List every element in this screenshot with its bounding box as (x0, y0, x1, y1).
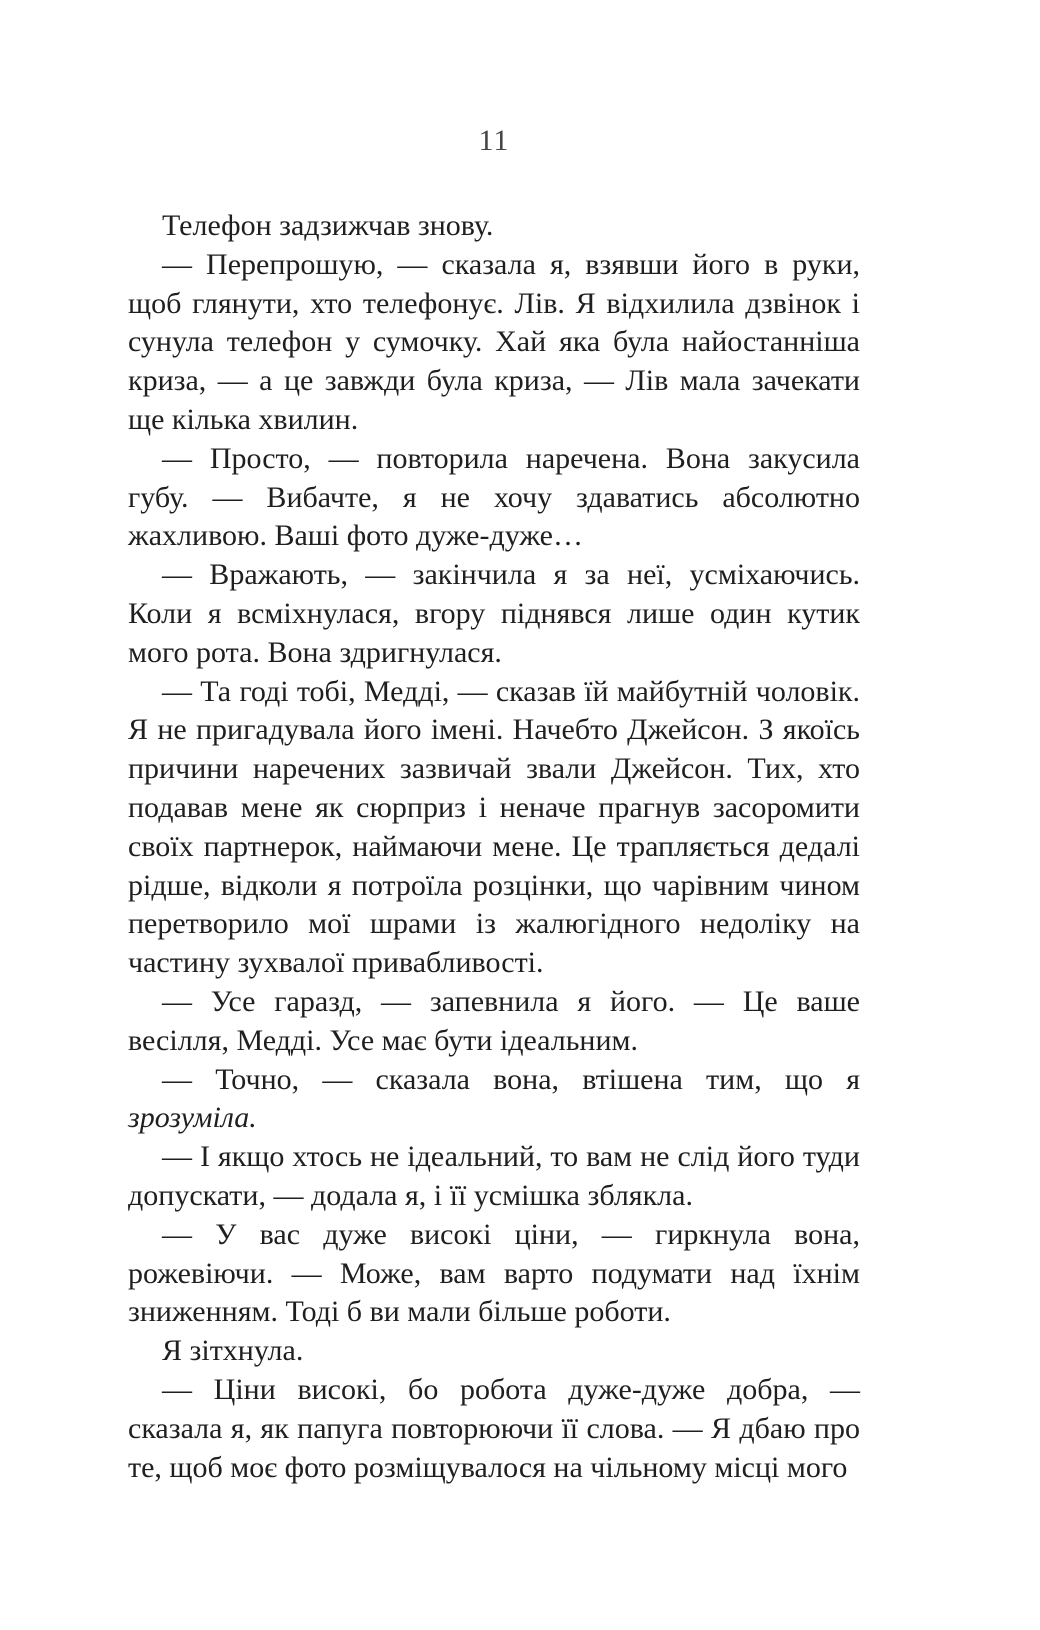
paragraph (128, 1371, 860, 1487)
text-segment: — І якщо хтось не ідеальний, то вам не слід його туди допускати, — додала я, і її усмішка зблякла. (128, 1140, 860, 1212)
text-segment: — Перепрошую, — сказала я, взявши його в руки, щоб глянути, хто телефонує. Лів. Я відхилила дзвінок і сунула телефон у сумочку. Хай яка була найостанніша криза, — а це завжди була криза, — Лів мала зачекати ще кілька хвилин. (128, 247, 860, 436)
text-segment: — Ціни високі, бо робота дуже-дуже добра, — сказала я, як папуга повторюючи її слова. — Я дбаю про те, щоб моє фото розміщувалося на чільному місці мого (128, 1372, 860, 1484)
body-text-column (128, 207, 860, 1487)
paragraph (128, 246, 860, 440)
text-segment: Я зітхнула. (162, 1334, 304, 1368)
italic-text-segment: зрозуміла. (128, 1101, 257, 1135)
paragraph (128, 1216, 860, 1332)
paragraph (128, 1061, 860, 1139)
paragraph (128, 673, 860, 983)
paragraph (128, 440, 860, 556)
text-segment: — Усе гаразд, — запевнила я його. — Це ваше весілля, Медді. Усе має бути ідеальним. (128, 984, 860, 1057)
paragraph (128, 983, 860, 1061)
text-segment: — Просто, — повторила наречена. Вона закусила губу. — Вибачте, я не хочу здаватись абсолютно жахливою. Ваші фото дуже-дуже… (128, 441, 860, 553)
text-segment: — Та годі тобі, Медді, — сказав їй майбутній чоловік. Я не пригадувала його імені. Начебто Джейсон. З якоїсь причини наречених зазвичай звали Джейсон. Тих, хто подавав мене як сюрприз і неначе прагнув засоромити своїх партнерок, наймаючи мене. Це трапляється дедалі рідше, відколи я потроїла розцінки, що чарівним чином перетворило мої шрами із жалюгідного недоліку на частину зухвалої привабливості. (128, 674, 860, 980)
paragraph (128, 556, 860, 672)
page-number: 11 (478, 124, 510, 157)
text-segment: — Вражають, — закінчила я за неї, усміхаючись. Коли я всміхнулася, вгору піднявся лише один кутик мого рота. Вона здригнулася. (128, 558, 860, 669)
text-segment: — Точно, — сказала вона, втішена тим, що я (162, 1062, 860, 1096)
text-segment: Телефон задзижчав знову. (162, 209, 494, 242)
paragraph (128, 1332, 860, 1371)
text-segment: — У вас дуже високі ціни, — гиркнула вона, рожевіючи. — Може, вам варто подумати над їхнім зниженням. Тоді б ви мали більше роботи. (128, 1217, 860, 1329)
paragraph (128, 207, 860, 246)
paragraph (128, 1138, 860, 1216)
